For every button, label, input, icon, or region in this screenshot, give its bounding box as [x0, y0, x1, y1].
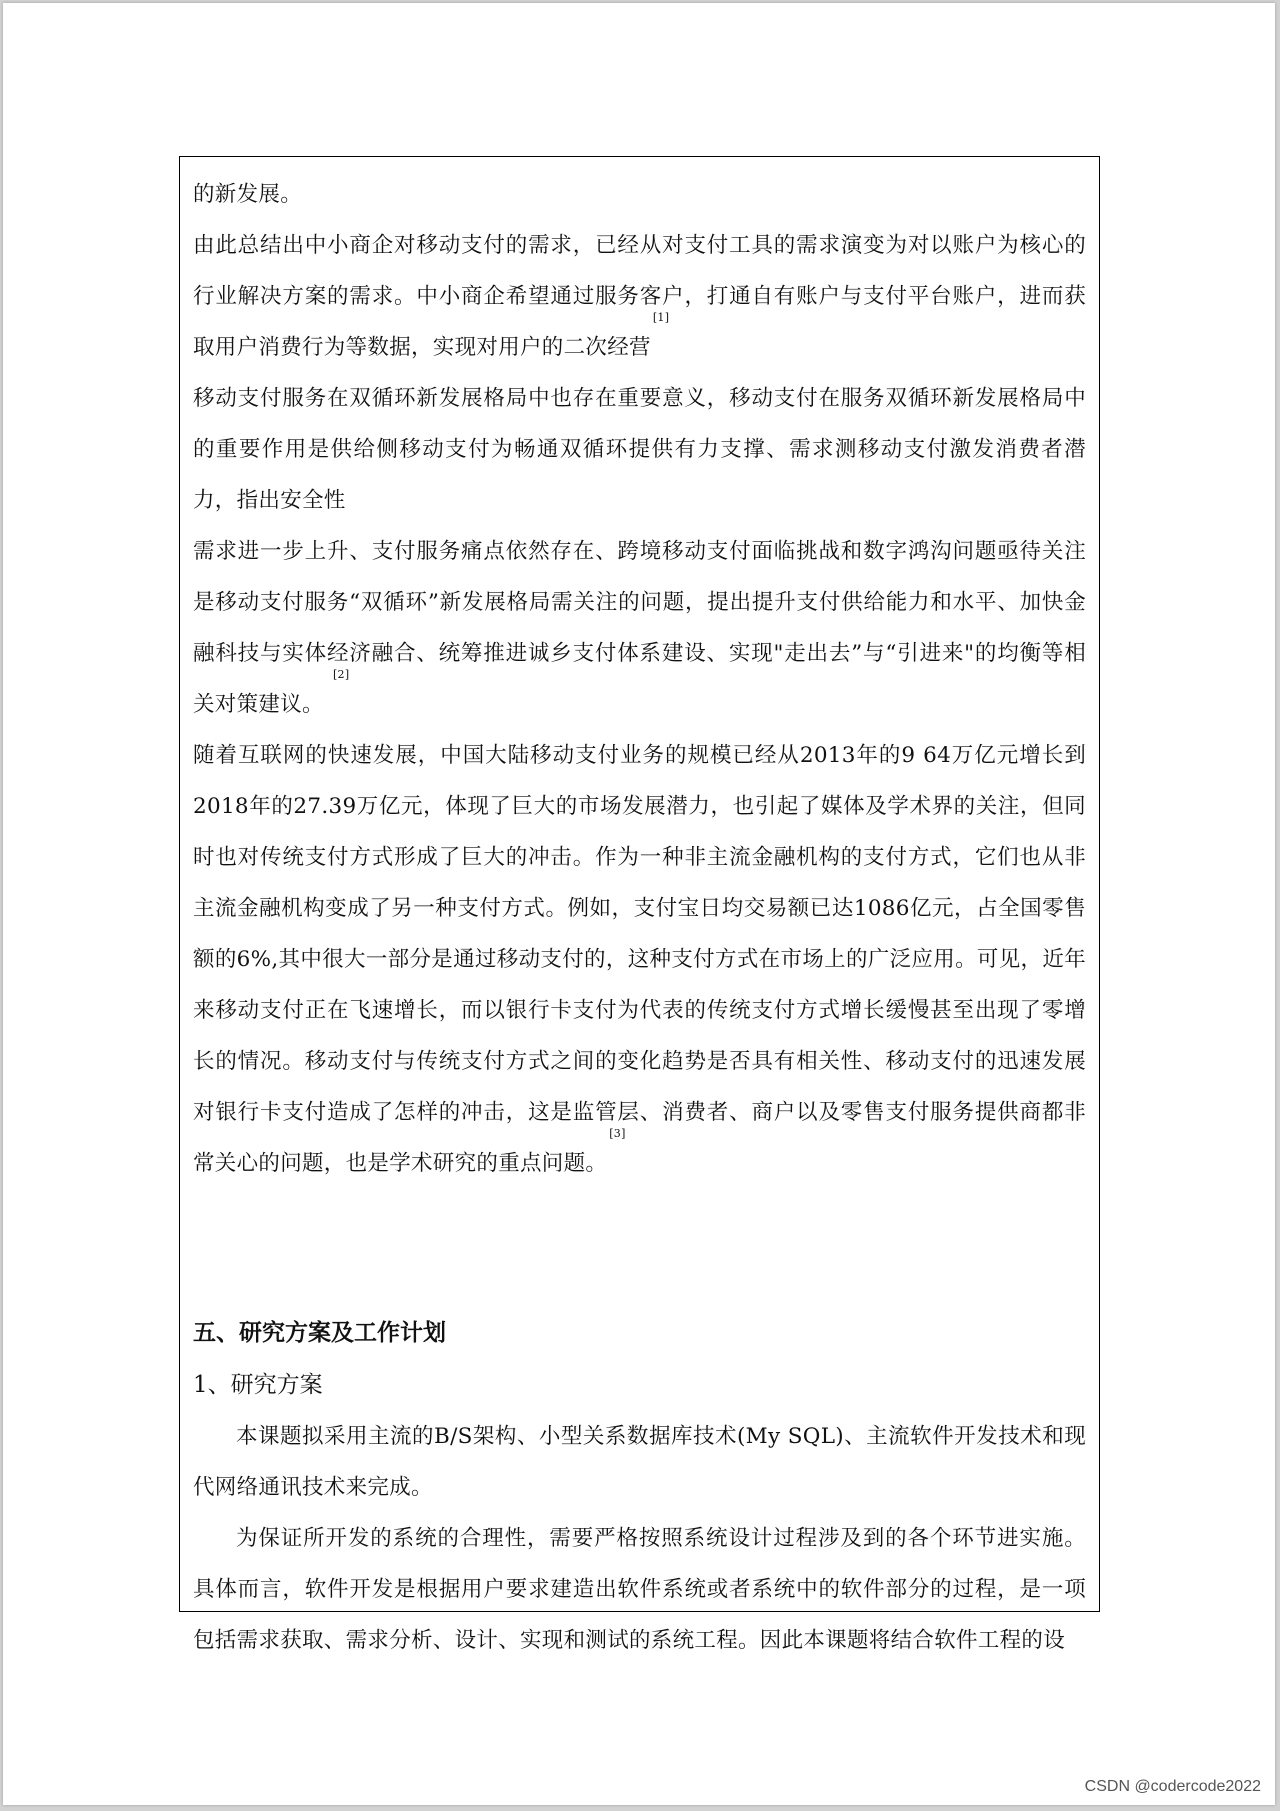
paragraph-text: 随着互联网的快速发展，中国大陆移动支付业务的规模已经从2013年的9 64万亿元增长到2018年的27.39万亿元，体现了巨大的市场发展潜力，也引起了媒体及学术界的关注，但同时也对传统支付方式形成了巨大的冲击。作为一种非主流金融机构的支付方式，它们也从非主流金融机构变成了另一种支付方式。例如，支付宝日均交易额已达1086亿元，占全国零售额的6%,其中很大一部分是通过移动支付的，这种支付方式在市场上的广泛应用。可见，近年来移动支付正在飞速增长，而以银行卡支付为代表的传统支付方式增长缓慢甚至出现了零增长的情况。移动支付与传统支付方式之间的变化趋势是否具有相关性、移动支付的迅速发展对银行卡支付造成了怎样的冲击，这是监管层、消费者、商户以及零售支付服务提供商都非常关心的问题，也是学术研究的重点问题。 [193, 743, 1086, 1176]
paragraph-continuation [193, 169, 1086, 220]
paragraph-text: 移动支付服务在双循环新发展格局中也存在重要意义，移动支付在服务双循环新发展格局中的重要作用是供给侧移动支付为畅通双循环提供有力支撑、需求测移动支付激发消费者潜力，指出安全性 [193, 386, 1086, 513]
paragraph-text: 需求进一步上升、支付服务痛点依然存在、跨境移动支付面临挑战和数字鸿沟问题亟待关注是移动支付服务“双循环”新发展格局需关注的问题，提出提升支付供给能力和水平、加快金融科技与实体经济融合、统筹推进诚乡支付体系建设、实现"走出去”与“引进来"的均衡等相关对策建议。 [193, 539, 1086, 717]
subsection-heading: 1、研究方案 [193, 1372, 323, 1398]
citation-ref: [2] [332, 668, 350, 681]
paragraph-text: 为保证所开发的系统的合理性，需要严格按照系统设计过程涉及到的各个环节进实施。具体而言，软件开发是根据用户要求建造出软件系统或者系统中的软件部分的过程，是一项包括需求获取、需求分析、设计、实现和测试的系统工程。因此本课题将结合软件工程的设 [193, 1526, 1086, 1653]
citation-ref: [3] [609, 1127, 626, 1140]
document-page [3, 3, 1275, 1805]
paragraph-architecture [193, 1411, 1086, 1513]
blank-space [193, 1189, 1086, 1307]
content-frame [179, 156, 1100, 1653]
paragraph-mobile-payment-growth [193, 730, 1086, 1189]
csdn-watermark: CSDN @codercode2022 [1084, 1778, 1261, 1795]
citation-ref: [1] [652, 311, 670, 324]
paragraph-policy-suggestions [193, 526, 1086, 730]
paragraph-text: 本课题拟采用主流的B/S架构、小型关系数据库技术(My SQL)、主流软件开发技术和现代网络通讯技术来完成。 [193, 1424, 1086, 1500]
paragraph-dual-circulation [193, 373, 1086, 526]
paragraph-text: 由此总结出中小商企对移动支付的需求，已经从对支付工具的需求演变为对以账户为核心的行业解决方案的需求。中小商企希望通过服务客户，打通自有账户与支付平台账户，进而获取用户消费行为等数据，实现对用户的二次经营 [193, 233, 1086, 360]
paragraph-text: 的新发展。 [193, 182, 303, 207]
section-heading: 五、研究方案及工作计划 [193, 1319, 446, 1346]
paragraph-development-process [193, 1513, 1086, 1666]
paragraph-sme-demand [193, 220, 1086, 373]
